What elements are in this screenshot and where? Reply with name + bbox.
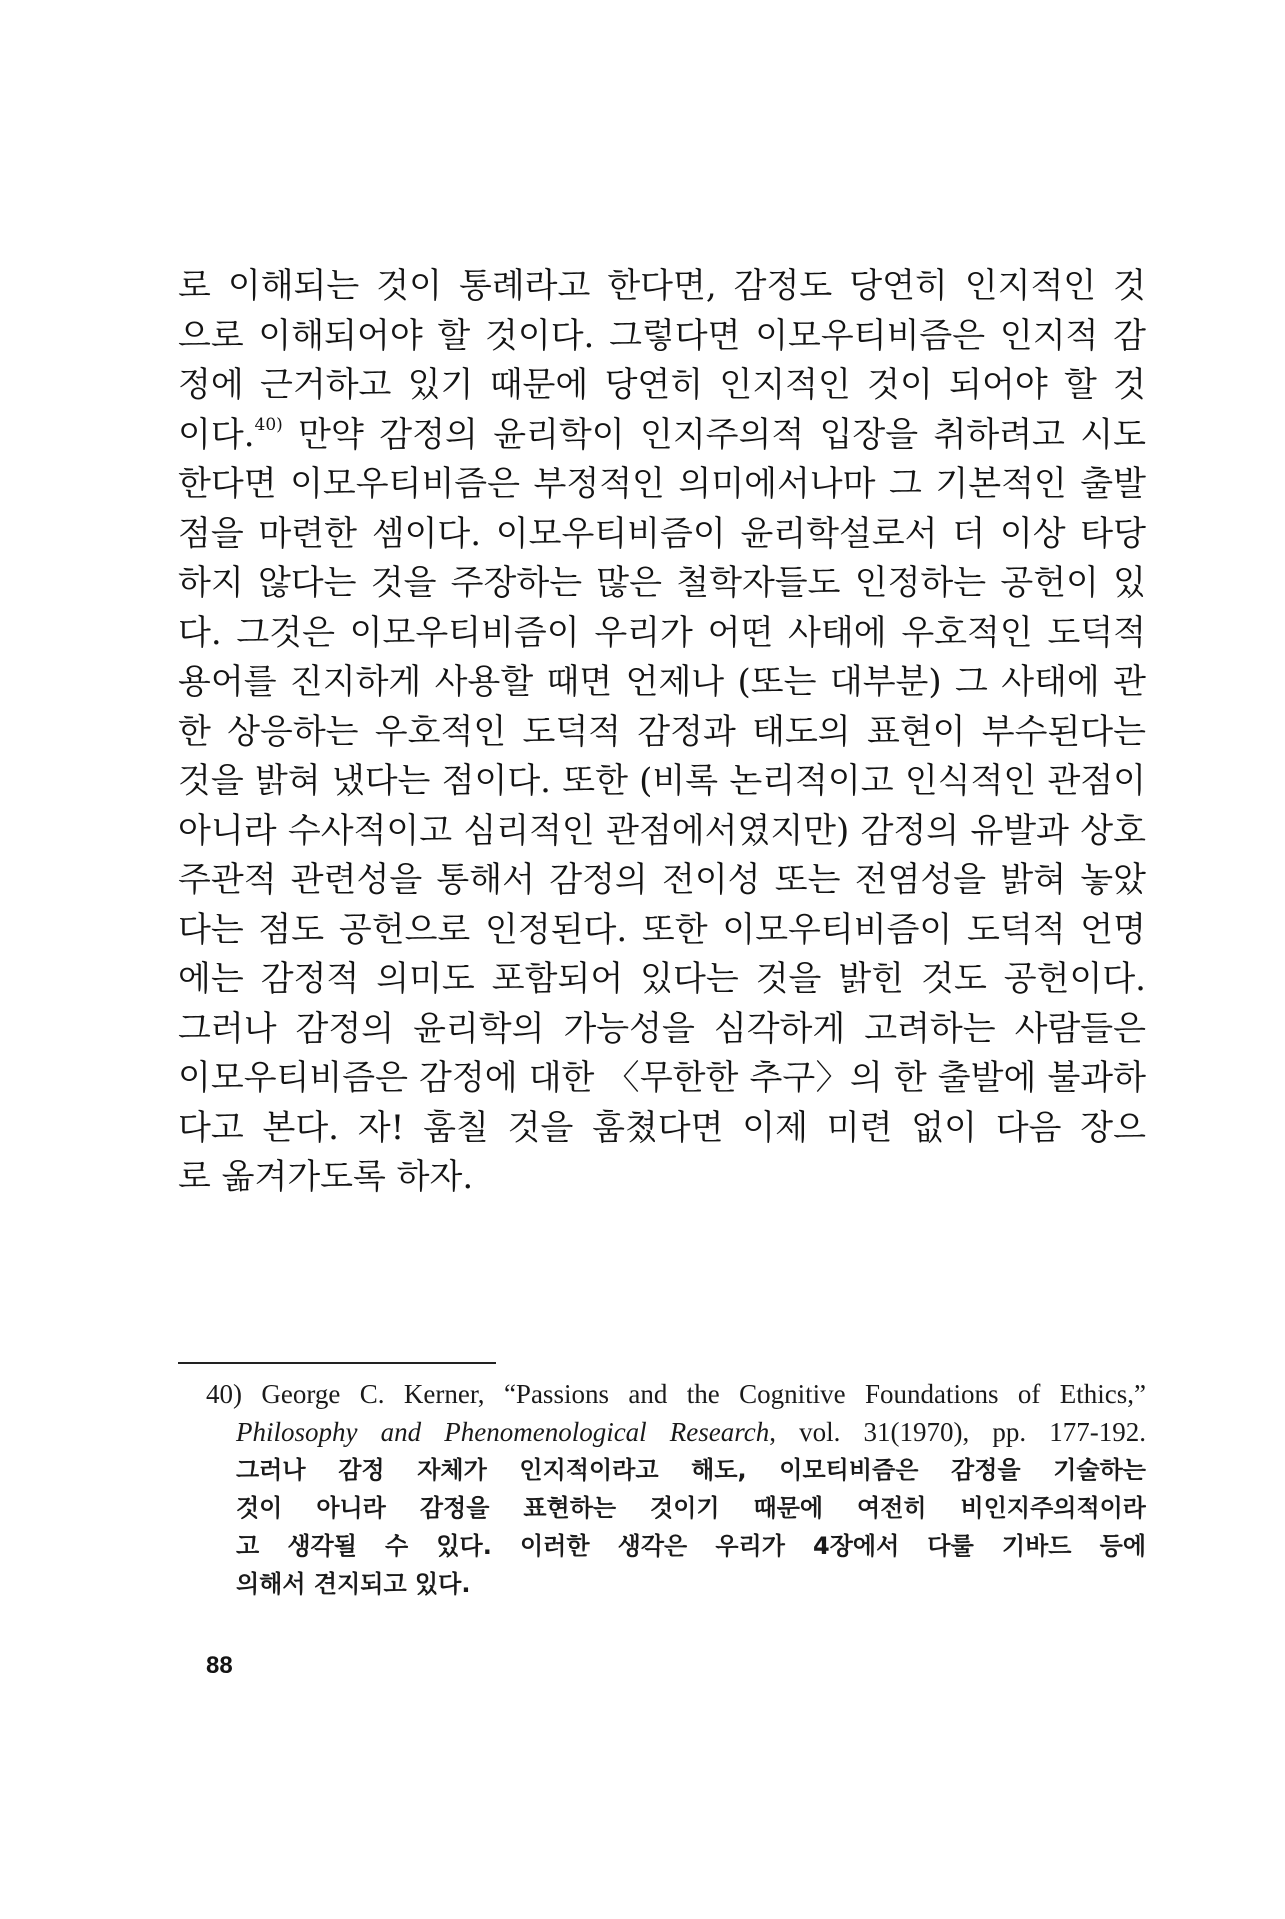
body-line: 이모우티비즘은 감정에 대한 〈무한한 추구〉의 한 출발에 불과하 xyxy=(178,1058,1146,1098)
body-line: 아니라 수사적이고 심리적인 관점에서였지만) 감정의 유발과 상호 xyxy=(178,810,1146,851)
body-line: 한 상응하는 우호적인 도덕적 감정과 태도의 표현이 부수된다는 xyxy=(178,711,1146,752)
page-number: 88 xyxy=(206,1652,233,1679)
body-line: 용어를 진지하게 사용할 때면 언제나 (또는 대부분) 그 사태에 관 xyxy=(178,662,1146,702)
footnote-reference: 40) xyxy=(254,414,283,435)
body-line: 로 이해되는 것이 통례라고 한다면, 감정도 당연히 인지적인 것 xyxy=(178,266,1146,306)
body-line: 하지 않다는 것을 주장하는 많은 철학자들도 인정하는 공헌이 있 xyxy=(178,563,1146,603)
body-line-with-footnote-ref xyxy=(178,411,1146,461)
footnote-journal-line xyxy=(206,1413,1146,1451)
footnote-citation-details: , vol. 31(1970), pp. 177-192. xyxy=(769,1417,1146,1447)
footnote xyxy=(206,1375,1146,1603)
footnote-author: George C. Kerner, xyxy=(261,1379,485,1409)
footnote-article-title: “Passions and the Cognitive Foundations of Ethics,” xyxy=(503,1379,1146,1409)
body-text xyxy=(178,262,1146,1203)
footnote-divider xyxy=(178,1362,496,1364)
footnote-text-line: 것이 아니라 감정을 표현하는 것이기 때문에 여전히 비인지주의적이라 xyxy=(236,1494,1146,1522)
body-line: 에는 감정적 의미도 포함되어 있다는 것을 밝힌 것도 공헌이다. xyxy=(178,959,1146,999)
body-line: 한다면 이모우티비즘은 부정적인 의미에서나마 그 기본적인 출발 xyxy=(178,464,1146,504)
body-line: 주관적 관련성을 통해서 감정의 전이성 또는 전염성을 밝혀 놓았 xyxy=(178,860,1146,900)
body-line: 다고 본다. 자! 훔칠 것을 훔쳤다면 이제 미련 없이 다음 장으 xyxy=(178,1107,1146,1148)
body-line: 다는 점도 공헌으로 인정된다. 또한 이모우티비즘이 도덕적 언명 xyxy=(178,909,1146,950)
body-line-start: 이다. xyxy=(178,414,255,455)
footnote-text-line: 고 생각될 수 있다. 이러한 생각은 우리가 4장에서 다룰 기바드 등에 xyxy=(236,1532,1146,1560)
body-line: 것을 밝혀 냈다는 점이다. 또한 (비록 논리적이고 인식적인 관점이 xyxy=(178,761,1146,801)
footnote-journal: Philosophy and Phenomenological Research xyxy=(236,1417,770,1447)
footnote-text-line: 의해서 견지되고 있다. xyxy=(236,1570,471,1598)
body-line: 정에 근거하고 있기 때문에 당연히 인지적인 것이 되어야 할 것 xyxy=(178,365,1146,405)
body-line: 로 옮겨가도록 하자. xyxy=(178,1157,474,1197)
body-line: 점을 마련한 셈이다. 이모우티비즘이 윤리학설로서 더 이상 타당 xyxy=(178,513,1146,554)
body-line-end: 만약 감정의 윤리학이 인지주의적 입장을 취하려고 시도 xyxy=(298,414,1146,455)
body-line: 다. 그것은 이모우티비즘이 우리가 어떤 사태에 우호적인 도덕적 xyxy=(178,612,1146,653)
body-line: 으로 이해되어야 할 것이다. 그렇다면 이모우티비즘은 인지적 감 xyxy=(178,315,1146,356)
footnote-number: 40) xyxy=(206,1379,242,1409)
footnote-citation-line xyxy=(206,1375,1146,1413)
body-line: 그러나 감정의 윤리학의 가능성을 심각하게 고려하는 사람들은 xyxy=(178,1008,1146,1049)
footnote-text-line: 그러나 감정 자체가 인지적이라고 해도, 이모티비즘은 감정을 기술하는 xyxy=(236,1456,1146,1484)
